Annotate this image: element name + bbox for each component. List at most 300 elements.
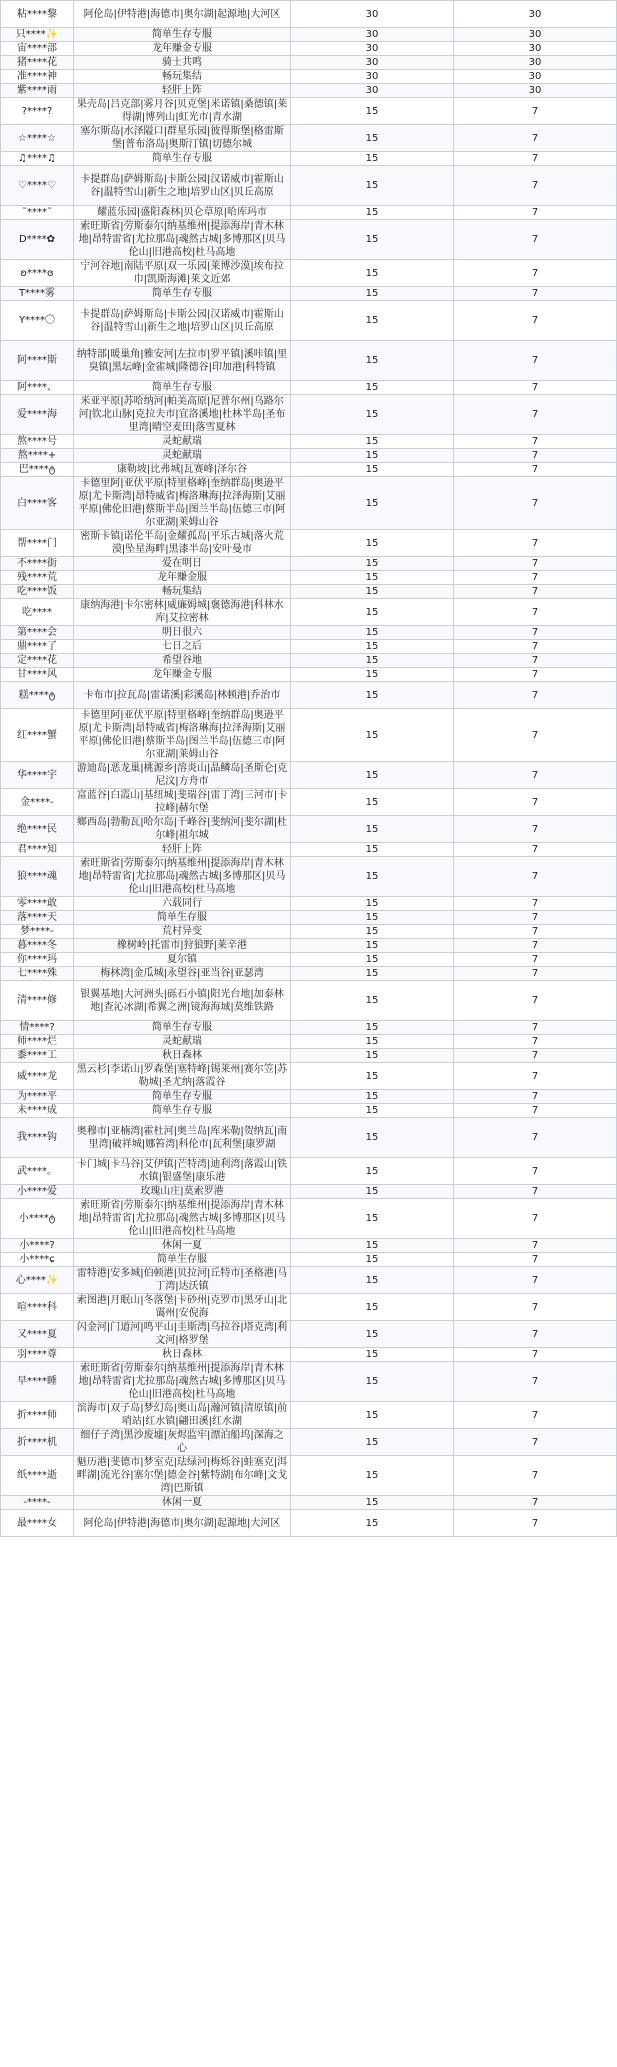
account-name-cell: 小****爱	[1, 1185, 74, 1199]
table-row	[1, 857, 617, 897]
account-name-cell: 折****机	[1, 1429, 74, 1456]
value-1-cell: 15	[291, 477, 454, 530]
server-list-cell: 梅林湾|金瓜城|永望谷|亚当谷|亚瑟湾	[74, 967, 291, 981]
server-list-cell: 灵蛇献瑞	[74, 435, 291, 449]
server-list-cell: 索旺斯省|劳斯泰尔|纳基维州|提添海岸|青木林地|昂特雷省|尤拉那岛|魂然古城|多博那区|贝马伦山|旧港高校|杜马高地	[74, 220, 291, 260]
value-1-cell: 15	[291, 897, 454, 911]
server-list-cell: 奥穆市|亚楠湾|霍杜河|奥兰岛|库米勒|贺纳瓦|南里湾|破祥城|娜笞湾|科伦市|瓦利堡|康罗湖	[74, 1118, 291, 1158]
value-2-cell: 7	[454, 166, 617, 206]
table-row	[1, 1402, 617, 1429]
value-1-cell: 15	[291, 463, 454, 477]
value-1-cell: 15	[291, 1035, 454, 1049]
table-row	[1, 1429, 617, 1456]
account-name-cell: 只****✨	[1, 28, 74, 42]
account-name-cell: 七****殊	[1, 967, 74, 981]
value-1-cell: 30	[291, 42, 454, 56]
table-row	[1, 967, 617, 981]
value-2-cell: 7	[454, 953, 617, 967]
value-1-cell: 15	[291, 530, 454, 557]
server-list-cell: 轻肝上阵	[74, 843, 291, 857]
account-name-cell: 红****蟹	[1, 709, 74, 762]
server-list-cell: 果壳岛|吕克部|雾月谷|贝克堡|米诺镇|桑德镇|莱得湖|博列山|虹光市|青水湖	[74, 98, 291, 125]
account-name-cell: T****雾	[1, 287, 74, 301]
server-list-cell: 休闲一夏	[74, 1496, 291, 1510]
table-row	[1, 599, 617, 626]
table-row	[1, 1199, 617, 1239]
server-list-cell: 简单生存专服	[74, 1090, 291, 1104]
value-2-cell: 7	[454, 1158, 617, 1185]
value-1-cell: 15	[291, 287, 454, 301]
table-row	[1, 925, 617, 939]
server-list-cell: 卡德里阿|亚伏平原|特里格峰|奎纳群岛|奥逊平原|尤卡斯湾|昂特威省|梅洛琳海|拉泽海斯|艾丽平原|佛伦旧港|蔡斯半岛|图兰半岛|伍德三市|阿尔亚湖|莱姆山谷	[74, 477, 291, 530]
account-name-cell: 清****修	[1, 981, 74, 1021]
value-1-cell: 15	[291, 981, 454, 1021]
value-2-cell: 7	[454, 341, 617, 381]
server-list-cell: 橡树岭|托雷市|狩狼野|莱辛港	[74, 939, 291, 953]
table-row	[1, 843, 617, 857]
value-1-cell: 15	[291, 709, 454, 762]
table-row	[1, 1239, 617, 1253]
server-list-cell: 灵蛇献瑞	[74, 1035, 291, 1049]
account-name-cell: ♫****♫	[1, 152, 74, 166]
account-name-cell: ʚ****ɞ	[1, 260, 74, 287]
server-list-cell: 雷特港|安多城|伯顿港|贝拉河|丘特市|圣格港|马丁湾|达沃镇	[74, 1267, 291, 1294]
value-1-cell: 15	[291, 967, 454, 981]
account-name-cell: 我****钩	[1, 1118, 74, 1158]
server-list-cell: 银翼基地|大河洲头|砾石小镇|阳光台地|加泰林地|查沁冰湖|希翼之洲|镜海海域|莫维铁路	[74, 981, 291, 1021]
value-1-cell: 15	[291, 1021, 454, 1035]
value-1-cell: 15	[291, 571, 454, 585]
value-1-cell: 15	[291, 1118, 454, 1158]
server-list-cell: 荒村异变	[74, 925, 291, 939]
account-name-cell: 熬****+	[1, 449, 74, 463]
table-row	[1, 125, 617, 152]
value-2-cell: 7	[454, 1199, 617, 1239]
table-row	[1, 1267, 617, 1294]
value-2-cell: 7	[454, 381, 617, 395]
value-1-cell: 30	[291, 84, 454, 98]
account-name-cell: 又****夏	[1, 1321, 74, 1348]
server-list-cell: 灵蛇献瑞	[74, 449, 291, 463]
server-list-cell: 六载同行	[74, 897, 291, 911]
account-name-cell: D****✿	[1, 220, 74, 260]
table-row	[1, 1348, 617, 1362]
value-2-cell: 7	[454, 682, 617, 709]
account-name-cell: 纸****逝	[1, 1456, 74, 1496]
account-name-cell: 吃****饭	[1, 585, 74, 599]
table-row	[1, 381, 617, 395]
value-1-cell: 15	[291, 668, 454, 682]
table-row	[1, 981, 617, 1021]
server-list-cell: 简单生存服	[74, 911, 291, 925]
value-2-cell: 7	[454, 1090, 617, 1104]
value-2-cell: 7	[454, 463, 617, 477]
value-2-cell: 7	[454, 301, 617, 341]
server-list-cell: 明日很六	[74, 626, 291, 640]
value-1-cell: 15	[291, 381, 454, 395]
table-row	[1, 1456, 617, 1496]
value-1-cell: 15	[291, 557, 454, 571]
server-list-cell: 富蓝谷|白霞山|基纽城|斐瑞谷|雷丁湾|三河市|卡拉峰|赫尔堡	[74, 789, 291, 816]
value-2-cell: 7	[454, 287, 617, 301]
value-2-cell: 7	[454, 1104, 617, 1118]
account-name-cell: Y****〇	[1, 301, 74, 341]
value-2-cell: 7	[454, 1429, 617, 1456]
table-row	[1, 56, 617, 70]
value-2-cell: 7	[454, 857, 617, 897]
account-name-cell: 零****敢	[1, 897, 74, 911]
value-2-cell: 7	[454, 152, 617, 166]
account-name-cell: 情****?	[1, 1021, 74, 1035]
value-2-cell: 7	[454, 98, 617, 125]
value-1-cell: 15	[291, 1294, 454, 1321]
value-2-cell: 7	[454, 897, 617, 911]
account-name-cell: 君****知	[1, 843, 74, 857]
account-name-cell: 师****烂	[1, 1035, 74, 1049]
value-2-cell: 7	[454, 220, 617, 260]
account-name-cell: 梦****-	[1, 925, 74, 939]
table-row	[1, 1510, 617, 1537]
server-list-cell: 游迪岛|恶龙巢|桃源乡|溶炎山|晶鳞岛|圣斯仑|克尼汶|方舟市	[74, 762, 291, 789]
server-list-cell: 塞尔斯岛|水泽隘口|群星乐园|彼得斯堡|格雷斯堡|普布洛岛|奥斯汀镇|切德尔城	[74, 125, 291, 152]
table-row	[1, 626, 617, 640]
account-name-cell: 羽****尊	[1, 1348, 74, 1362]
table-row	[1, 166, 617, 206]
table-row	[1, 816, 617, 843]
value-2-cell: 7	[454, 206, 617, 220]
table-row	[1, 1185, 617, 1199]
server-list-cell: 简单生存专服	[74, 287, 291, 301]
server-list-cell: 宁河谷地|南陆平原|双一乐园|莱博沙漠|埃布拉巾|凯斯海滩|莱文近郊	[74, 260, 291, 287]
value-2-cell: 7	[454, 557, 617, 571]
server-list-cell: 滨海市|双子岛|梦幻岛|奥山岛|瀚河镇|清原镇|前哨站|红水镇|翩田溪|红水湖	[74, 1402, 291, 1429]
value-1-cell: 30	[291, 28, 454, 42]
table-row	[1, 762, 617, 789]
value-1-cell: 15	[291, 585, 454, 599]
value-2-cell: 30	[454, 84, 617, 98]
account-name-cell: 为****平	[1, 1090, 74, 1104]
value-2-cell: 7	[454, 260, 617, 287]
server-list-cell: 轻肝上阵	[74, 84, 291, 98]
value-1-cell: 15	[291, 449, 454, 463]
server-list-cell: 闪金河|门道河|鸣平山|圭斯湾|乌拉谷|塔克湾|利文河|格罗堡	[74, 1321, 291, 1348]
value-1-cell: 15	[291, 654, 454, 668]
table-row	[1, 682, 617, 709]
table-row	[1, 668, 617, 682]
value-2-cell: 7	[454, 599, 617, 626]
table-row	[1, 206, 617, 220]
value-1-cell: 15	[291, 1321, 454, 1348]
account-name-cell: 狼****魂	[1, 857, 74, 897]
table-row	[1, 1104, 617, 1118]
account-name-cell: 喧****科	[1, 1294, 74, 1321]
table-row	[1, 709, 617, 762]
server-list-cell: 索旺斯省|劳斯泰尔|纳基维州|提添海岸|青木林地|昂特雷省|尤拉那岛|魂然古城|多博那区|贝马伦山|旧港高校|杜马高地	[74, 1362, 291, 1402]
account-name-cell: 吃****	[1, 599, 74, 626]
value-1-cell: 15	[291, 762, 454, 789]
value-1-cell: 15	[291, 1362, 454, 1402]
value-2-cell: 30	[454, 1, 617, 28]
value-2-cell: 7	[454, 1348, 617, 1362]
account-name-cell: 未****成	[1, 1104, 74, 1118]
value-1-cell: 15	[291, 260, 454, 287]
server-list-cell: 畅玩集结	[74, 70, 291, 84]
table-row	[1, 1118, 617, 1158]
account-name-cell: 帮****门	[1, 530, 74, 557]
value-1-cell: 15	[291, 220, 454, 260]
server-list-cell: 卡德里阿|亚伏平原|特里格峰|奎纳群岛|奥逊平原|尤卡斯湾|昂特威省|梅洛琳海|拉泽海斯|艾丽平原|佛伦旧港|蔡斯半岛|图兰半岛|伍德三市|阿尔亚湖|莱姆山谷	[74, 709, 291, 762]
table-row	[1, 557, 617, 571]
table-row	[1, 84, 617, 98]
server-list-cell: 七日之后	[74, 640, 291, 654]
server-list-cell: 龙年赚金专服	[74, 668, 291, 682]
account-name-cell: 准****神	[1, 70, 74, 84]
value-2-cell: 30	[454, 28, 617, 42]
value-1-cell: 15	[291, 816, 454, 843]
value-1-cell: 15	[291, 435, 454, 449]
server-list-cell: 耀蓝乐园|盛阳森林|贝仑草原|哈库玛市	[74, 206, 291, 220]
value-2-cell: 7	[454, 435, 617, 449]
value-2-cell: 7	[454, 640, 617, 654]
value-2-cell: 7	[454, 668, 617, 682]
value-1-cell: 15	[291, 1496, 454, 1510]
account-name-cell: 宙****部	[1, 42, 74, 56]
value-2-cell: 7	[454, 1362, 617, 1402]
server-list-cell: 简单生存专服	[74, 1021, 291, 1035]
value-2-cell: 7	[454, 449, 617, 463]
account-name-cell: 定****花	[1, 654, 74, 668]
value-2-cell: 7	[454, 571, 617, 585]
table-row	[1, 1253, 617, 1267]
table-row	[1, 463, 617, 477]
value-2-cell: 7	[454, 395, 617, 435]
value-1-cell: 15	[291, 1402, 454, 1429]
table-row	[1, 953, 617, 967]
server-list-cell: 康纳海港|卡尔密林|威廉姆城|褒德海港|科林水库|艾拉密林	[74, 599, 291, 626]
account-name-cell: 小****ტ	[1, 1199, 74, 1239]
table-body	[1, 1, 617, 1537]
server-list-cell: 秋日森林	[74, 1348, 291, 1362]
server-list-cell: 休闲一夏	[74, 1239, 291, 1253]
value-2-cell: 7	[454, 1185, 617, 1199]
account-name-cell: 暮****冬	[1, 939, 74, 953]
server-list-cell: 索旺斯省|劳斯泰尔|纳基维州|提添海岸|青木林地|昂特雷省|尤拉那岛|魂然古城|多博那区|贝马伦山|旧港高校|杜马高地	[74, 1199, 291, 1239]
table-row	[1, 1496, 617, 1510]
value-1-cell: 15	[291, 1063, 454, 1090]
value-2-cell: 30	[454, 56, 617, 70]
server-list-cell: 卡门城|卡马谷|艾伊镇|芒特湾|迪利湾|落霞山|铁水镇|银盛堡|康乐港	[74, 1158, 291, 1185]
value-1-cell: 15	[291, 206, 454, 220]
value-2-cell: 7	[454, 1021, 617, 1035]
value-2-cell: 7	[454, 762, 617, 789]
value-2-cell: 7	[454, 1049, 617, 1063]
value-2-cell: 30	[454, 70, 617, 84]
table-row	[1, 585, 617, 599]
account-name-cell: 鼎****了	[1, 640, 74, 654]
value-2-cell: 7	[454, 1063, 617, 1090]
value-1-cell: 15	[291, 301, 454, 341]
account-name-cell: 第****会	[1, 626, 74, 640]
table-row	[1, 98, 617, 125]
server-list-cell: 纳特部|暖巢角|雅安河|左拉市|罗平镇|溪咔镇|里臭镇|黑坛峰|金雀城|隆德谷|印加港|科特镇	[74, 341, 291, 381]
value-1-cell: 30	[291, 56, 454, 70]
server-list-cell: 爱在明日	[74, 557, 291, 571]
table-row	[1, 435, 617, 449]
value-1-cell: 15	[291, 626, 454, 640]
value-2-cell: 7	[454, 967, 617, 981]
server-list-cell: 密斯卡镇|诺伦半岛|金耀孤岛|平乐古城|落火荒漠|坠星海畔|黑漆半岛|安叶曼市	[74, 530, 291, 557]
account-name-cell: 绝****民	[1, 816, 74, 843]
server-list-cell: 黑云杉|李诺山|罗森堡|塞特峰|锡莱州|赛尔笠|苏勒城|圣尤纳|落霞谷	[74, 1063, 291, 1090]
table-row	[1, 449, 617, 463]
account-name-cell: 黍****工	[1, 1049, 74, 1063]
table-row	[1, 530, 617, 557]
table-row	[1, 1049, 617, 1063]
value-1-cell: 15	[291, 152, 454, 166]
table-row	[1, 1063, 617, 1090]
table-row	[1, 1090, 617, 1104]
value-1-cell: 30	[291, 70, 454, 84]
value-2-cell: 7	[454, 1239, 617, 1253]
server-list-cell: 简单生存专服	[74, 152, 291, 166]
value-2-cell: 7	[454, 843, 617, 857]
value-2-cell: 7	[454, 1294, 617, 1321]
account-name-cell: 阿****斯	[1, 341, 74, 381]
account-name-cell: 华****宇	[1, 762, 74, 789]
value-1-cell: 15	[291, 1104, 454, 1118]
value-2-cell: 7	[454, 1118, 617, 1158]
value-1-cell: 15	[291, 1429, 454, 1456]
value-2-cell: 7	[454, 125, 617, 152]
table-row	[1, 911, 617, 925]
server-list-cell: 希望谷地	[74, 654, 291, 668]
value-2-cell: 7	[454, 530, 617, 557]
table-row	[1, 287, 617, 301]
table-row	[1, 1021, 617, 1035]
account-name-cell: ☆****☆	[1, 125, 74, 152]
server-list-cell: 骑士共鸣	[74, 56, 291, 70]
table-row	[1, 28, 617, 42]
value-1-cell: 15	[291, 911, 454, 925]
value-1-cell: 15	[291, 1510, 454, 1537]
value-1-cell: 15	[291, 1267, 454, 1294]
account-name-cell: 熬****号	[1, 435, 74, 449]
server-list-cell: 米亚平原|苏哈纳河|帕美高原|尼普尔州|乌路尔河|钦北山脉|克拉夫市|宜洛溪地|杜林半岛|圣布里湾|晴空麦田|落雪夏林	[74, 395, 291, 435]
account-name-cell: 小****?	[1, 1239, 74, 1253]
table-row	[1, 1362, 617, 1402]
value-2-cell: 7	[454, 1456, 617, 1496]
account-name-cell: 阿****、	[1, 381, 74, 395]
value-1-cell: 15	[291, 640, 454, 654]
account-name-cell: 残****荒	[1, 571, 74, 585]
value-2-cell: 7	[454, 1267, 617, 1294]
value-1-cell: 15	[291, 682, 454, 709]
server-list-cell: 索旺斯省|劳斯泰尔|纳基维州|提添海岸|青木林地|昂特雷省|尤拉那岛|魂然古城|多博那区|贝马伦山|旧港高校|杜马高地	[74, 857, 291, 897]
server-list-cell: 卡提群岛|萨姆斯岛|卡斯公园|汉诺威市|霍斯山谷|温特雪山|新生之地|培罗山区|贝丘高原	[74, 301, 291, 341]
value-1-cell: 15	[291, 1253, 454, 1267]
server-list-cell: 龙年赚金专服	[74, 42, 291, 56]
account-name-cell: 糕****ტ	[1, 682, 74, 709]
value-2-cell: 7	[454, 816, 617, 843]
value-1-cell: 15	[291, 1199, 454, 1239]
server-list-cell: 康勒坡|比弗城|瓦赛峰|泽尔谷	[74, 463, 291, 477]
account-name-cell: 折****师	[1, 1402, 74, 1429]
value-1-cell: 15	[291, 341, 454, 381]
value-1-cell: 15	[291, 843, 454, 857]
table-row	[1, 70, 617, 84]
value-1-cell: 15	[291, 953, 454, 967]
value-1-cell: 15	[291, 1158, 454, 1185]
account-name-cell: 白****客	[1, 477, 74, 530]
server-list-cell: 夏尔镇	[74, 953, 291, 967]
value-2-cell: 7	[454, 709, 617, 762]
value-2-cell: 7	[454, 654, 617, 668]
value-1-cell: 15	[291, 395, 454, 435]
server-list-cell: 索图港|月眠山|冬落堡|卡砂州|克罗市|黑牙山|北霭州|安倪海	[74, 1294, 291, 1321]
table-row	[1, 897, 617, 911]
server-list-cell: 阿伦岛|伊特港|海德市|奥尔湖|起源地|大河区	[74, 1, 291, 28]
table-row	[1, 789, 617, 816]
table-row	[1, 1294, 617, 1321]
table-row	[1, 939, 617, 953]
server-list-cell: 细仔子湾|黑沙废墟|灰烬监牢|漂泊船坞|深海之心	[74, 1429, 291, 1456]
value-1-cell: 15	[291, 125, 454, 152]
value-1-cell: 15	[291, 789, 454, 816]
table-row	[1, 260, 617, 287]
value-1-cell: 15	[291, 1049, 454, 1063]
table-row	[1, 477, 617, 530]
value-2-cell: 7	[454, 1496, 617, 1510]
account-name-cell: ˜****˜	[1, 206, 74, 220]
value-1-cell: 15	[291, 1456, 454, 1496]
table-row	[1, 1, 617, 28]
account-name-cell: 粘****黎	[1, 1, 74, 28]
server-list-cell: 秋日森林	[74, 1049, 291, 1063]
table-row	[1, 152, 617, 166]
account-name-cell: 紫****雨	[1, 84, 74, 98]
value-1-cell: 15	[291, 1239, 454, 1253]
value-1-cell: 15	[291, 1185, 454, 1199]
value-1-cell: 15	[291, 1348, 454, 1362]
table-row	[1, 571, 617, 585]
server-list-cell: 玫瑰山庄|莫索罗港	[74, 1185, 291, 1199]
value-2-cell: 30	[454, 42, 617, 56]
server-list-cell: 阿伦岛|伊特港|海德市|奥尔湖|起源地|大河区	[74, 1510, 291, 1537]
table-row	[1, 1321, 617, 1348]
server-list-cell: 畅玩集结	[74, 585, 291, 599]
account-name-cell: 早****睡	[1, 1362, 74, 1402]
value-2-cell: 7	[454, 585, 617, 599]
server-list-cell: 简单生存专服	[74, 28, 291, 42]
value-2-cell: 7	[454, 1035, 617, 1049]
account-name-cell: 心****✨	[1, 1267, 74, 1294]
value-1-cell: 15	[291, 857, 454, 897]
server-list-cell: 卡布市|拉瓦岛|雷诺溪|彩溪岛|林顿港|乔治市	[74, 682, 291, 709]
value-2-cell: 7	[454, 626, 617, 640]
value-2-cell: 7	[454, 1321, 617, 1348]
account-name-cell: 落****天	[1, 911, 74, 925]
value-1-cell: 15	[291, 1090, 454, 1104]
value-2-cell: 7	[454, 1402, 617, 1429]
value-1-cell: 30	[291, 1, 454, 28]
server-list-cell: 鄉西岛|勃勒瓦|哈尔岛|千峰谷|斐纳河|斐尔湖|杜尔峰|祖尔城	[74, 816, 291, 843]
account-name-cell: 威****龙	[1, 1063, 74, 1090]
account-name-cell: 不****街	[1, 557, 74, 571]
table-row	[1, 220, 617, 260]
account-name-cell: 最****女	[1, 1510, 74, 1537]
table-row	[1, 640, 617, 654]
value-2-cell: 7	[454, 981, 617, 1021]
